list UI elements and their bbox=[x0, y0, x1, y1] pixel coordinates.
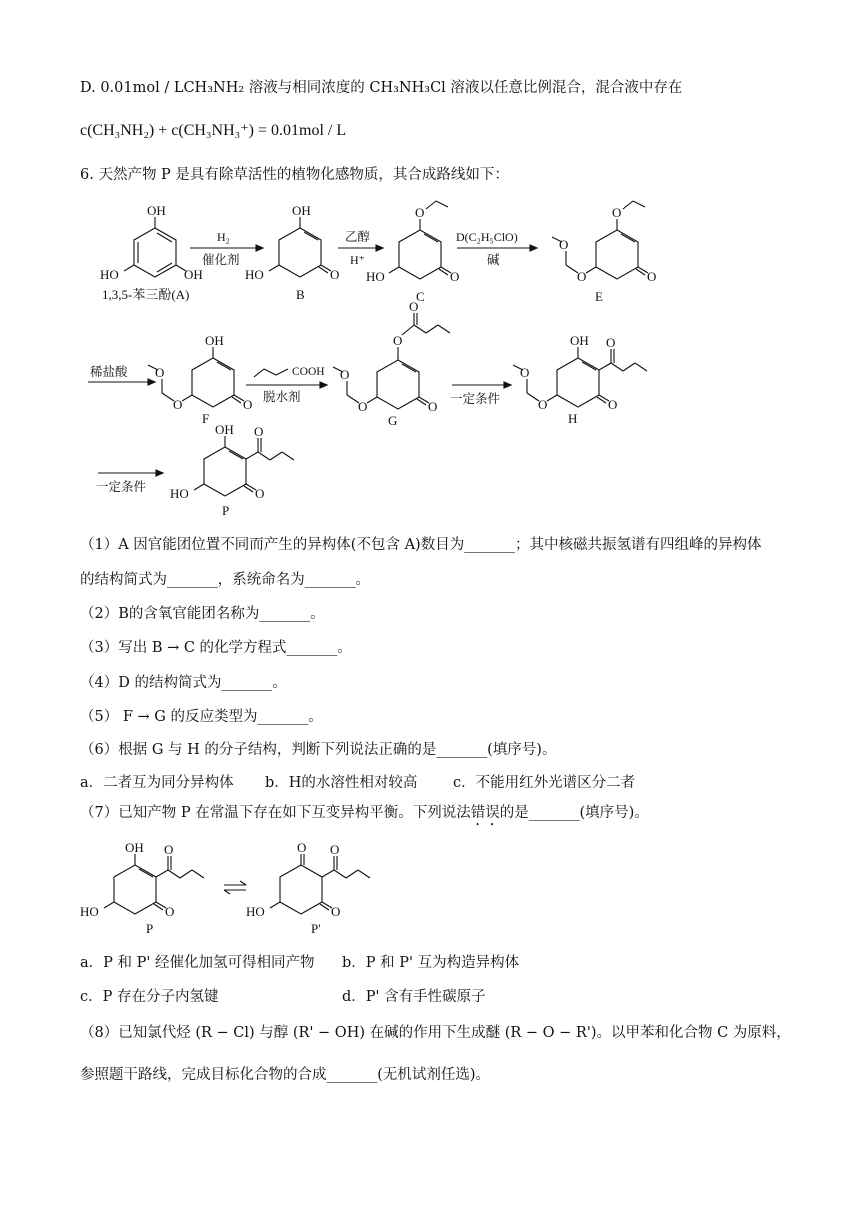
q7-stem-after: 的是_______(填序号)。 bbox=[499, 805, 649, 821]
arrow-step5 bbox=[246, 366, 327, 404]
q6-part3: （3）写出 B → C 的化学方程式_______。 bbox=[80, 640, 352, 656]
svg-text:O: O bbox=[330, 842, 340, 857]
svg-text:H⁺: H⁺ bbox=[350, 253, 365, 267]
svg-text:OH: OH bbox=[205, 333, 224, 348]
svg-text:O: O bbox=[243, 397, 253, 412]
svg-text:O: O bbox=[297, 840, 307, 855]
svg-text:O: O bbox=[255, 486, 265, 501]
svg-text:O: O bbox=[415, 205, 425, 220]
svg-text:O: O bbox=[155, 365, 165, 380]
svg-text:HO: HO bbox=[170, 486, 189, 501]
svg-text:O: O bbox=[164, 842, 174, 857]
structure-p-prime bbox=[246, 840, 370, 936]
svg-text:HO: HO bbox=[246, 904, 265, 919]
compound-p bbox=[170, 422, 294, 518]
svg-text:H₂: H₂ bbox=[217, 230, 230, 244]
label-p-structure: P bbox=[146, 921, 154, 936]
svg-text:O: O bbox=[331, 904, 341, 919]
q7-option-c: c．P 存在分子内氢键 bbox=[80, 989, 219, 1005]
compound-f bbox=[148, 333, 252, 426]
tautomer-equilibrium bbox=[70, 835, 470, 945]
svg-text:O: O bbox=[428, 399, 438, 414]
svg-text:OH: OH bbox=[570, 333, 589, 348]
q6-part7-stem bbox=[80, 803, 649, 829]
label-b: B bbox=[296, 287, 305, 302]
structure-p bbox=[80, 840, 204, 936]
svg-text:OH: OH bbox=[184, 267, 203, 282]
q8-line1: （8）已知氯代烃 (R − Cl) 与醇 (R' − OH) 在碱的作用下生成醚 (R − O − R')。以甲苯和化合物 C 为原料， bbox=[80, 1025, 791, 1041]
svg-text:O: O bbox=[647, 269, 657, 284]
label-g: G bbox=[388, 413, 398, 428]
q6-intro: 6. 天然产物 P 是具有除草活性的植物化感物质，其合成路线如下： bbox=[80, 167, 509, 183]
svg-text:OH: OH bbox=[292, 203, 311, 218]
arrow-step3 bbox=[456, 230, 537, 267]
svg-text:HO: HO bbox=[366, 269, 385, 284]
svg-text:O: O bbox=[450, 269, 460, 284]
q6-part6-option-a: a．二者互为同分异构体 bbox=[80, 775, 234, 791]
label-p-prime-structure: P' bbox=[311, 921, 321, 936]
svg-text:OH: OH bbox=[125, 840, 144, 855]
arrow-step2 bbox=[338, 229, 383, 267]
svg-text:乙醇: 乙醇 bbox=[345, 230, 371, 244]
equilibrium-arrows bbox=[224, 881, 246, 894]
q6-part1-line2: 的结构简式为_______，系统命名为_______。 bbox=[80, 572, 370, 588]
q6-part1-line1: （1）A 因官能团位置不同而产生的异构体(不包含 A)数目为_______；其中核磁共振氢谱有四组峰的异构体 bbox=[80, 537, 762, 553]
svg-text:HO: HO bbox=[80, 904, 99, 919]
svg-text:O: O bbox=[340, 367, 350, 382]
svg-text:O: O bbox=[330, 267, 340, 282]
q7-stem-before: （7）已知产物 P 在常温下存在如下互变异构平衡。下列说法 bbox=[80, 805, 471, 821]
compound-h bbox=[513, 333, 647, 426]
label-h: H bbox=[568, 411, 578, 426]
label-c: C bbox=[416, 289, 425, 304]
svg-text:一定条件: 一定条件 bbox=[96, 480, 147, 494]
svg-text:O: O bbox=[538, 397, 548, 412]
svg-text:O: O bbox=[608, 397, 618, 412]
q5-option-d-equation: c(CH₃NH₂) + c(CH₃NH₃⁺) = 0.01mol / L bbox=[80, 122, 347, 139]
svg-text:O: O bbox=[254, 424, 264, 439]
svg-text:碱: 碱 bbox=[487, 253, 500, 267]
svg-text:O: O bbox=[577, 269, 587, 284]
svg-text:OH: OH bbox=[215, 422, 234, 437]
synthesis-scheme bbox=[0, 195, 860, 525]
compound-b bbox=[245, 203, 339, 302]
q7-option-d: d．P' 含有手性碳原子 bbox=[342, 989, 486, 1005]
q6-part2: （2）B的含氧官能团名称为_______。 bbox=[80, 606, 325, 622]
svg-text:脱水剂: 脱水剂 bbox=[263, 390, 301, 404]
label-e: E bbox=[595, 289, 603, 304]
svg-text:O: O bbox=[559, 237, 569, 252]
arrow-step6 bbox=[450, 382, 511, 406]
q8-line2: 参照题干路线，完成目标化合物的合成_______(无机试剂任选)。 bbox=[80, 1067, 491, 1083]
q5-option-d: D. 0.01mol / LCH₃NH₂ 溶液与相同浓度的 CH₃NH₃Cl 溶液以任意比例混合，混合液中存在 bbox=[80, 80, 683, 96]
arrow-step1 bbox=[190, 230, 263, 267]
svg-text:COOH: COOH bbox=[292, 366, 325, 378]
q6-part4: （4）D 的结构简式为_______。 bbox=[80, 675, 287, 691]
svg-text:O: O bbox=[165, 904, 175, 919]
q7-option-a: a．P 和 P' 经催化加氢可得相同产物 bbox=[80, 955, 315, 971]
svg-text:HO: HO bbox=[245, 267, 264, 282]
svg-text:O: O bbox=[606, 335, 616, 350]
arrow-step4 bbox=[88, 364, 155, 385]
q7-stem-emphasis: 错误 bbox=[470, 805, 500, 821]
arrow-step7 bbox=[96, 470, 163, 494]
svg-text:稀盐酸: 稀盐酸 bbox=[90, 365, 128, 379]
q7-option-b: b．P 和 P' 互为构造异构体 bbox=[342, 955, 520, 971]
compound-g bbox=[333, 299, 450, 428]
q6-part5: （5） F → G 的反应类型为_______。 bbox=[80, 709, 323, 725]
svg-text:O: O bbox=[393, 333, 403, 348]
svg-text:D(C₂H₅ClO): D(C₂H₅ClO) bbox=[456, 230, 518, 244]
label-f: F bbox=[202, 411, 210, 426]
compound-a bbox=[100, 203, 203, 302]
svg-text:O: O bbox=[409, 299, 419, 314]
compound-c bbox=[366, 201, 459, 304]
svg-text:一定条件: 一定条件 bbox=[450, 392, 501, 406]
svg-text:O: O bbox=[358, 399, 368, 414]
q6-part6: （6）根据 G 与 H 的分子结构，判断下列说法正确的是_______(填序号)。 bbox=[80, 742, 557, 758]
svg-text:催化剂: 催化剂 bbox=[202, 253, 240, 267]
label-a: 1,3,5-苯三酚(A) bbox=[102, 287, 190, 302]
label-p: P bbox=[222, 503, 230, 518]
svg-text:O: O bbox=[612, 205, 622, 220]
svg-text:HO: HO bbox=[100, 267, 119, 282]
compound-e bbox=[552, 201, 656, 304]
q6-part6-option-b: b．H的水溶性相对较高 bbox=[265, 775, 418, 791]
q6-part6-option-c: c．不能用红外光谱区分二者 bbox=[453, 775, 636, 791]
svg-text:O: O bbox=[520, 365, 530, 380]
svg-text:OH: OH bbox=[147, 203, 166, 218]
svg-text:O: O bbox=[173, 397, 183, 412]
